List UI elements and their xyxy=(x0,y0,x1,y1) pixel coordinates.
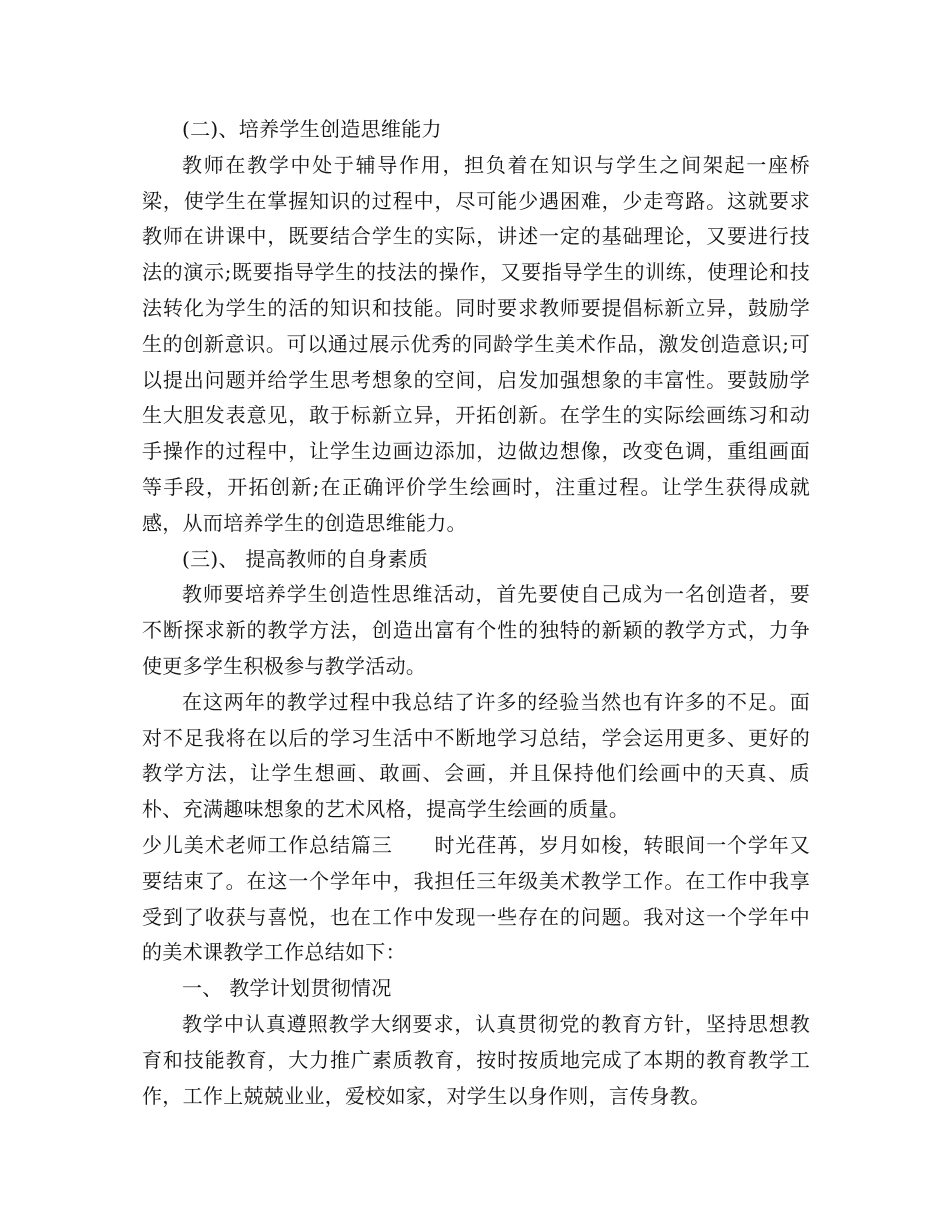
paragraph-part-three-intro: 少儿美术老师工作总结篇三 时光荏苒，岁月如梭，转眼间一个学年又要结束了。在这一个学年中，我担任三年级美术教学工作。在工作中我享受到了收获与喜悦，也在工作中发现一些存在的问题。我对这一个学年中的美术课教学工作总结如下： xyxy=(142,832,810,965)
paragraph-summary: 在这两年的教学过程中我总结了许多的经验当然也有许多的不足。面对不足我将在以后的学习生活中不断地学习总结，学会运用更多、更好的教学方法，让学生想画、敢画、会画，并且保持他们绘画中的天真、质朴、充满趣味想象的艺术风格，提高学生绘画的质量。 xyxy=(142,689,810,822)
paragraph-teacher-quality: 教师要培养学生创造性思维活动，首先要使自己成为一名创造者，要不断探求新的教学方法，创造出富有个性的独特的新颖的教学方式，力争使更多学生积极参与教学活动。 xyxy=(142,582,810,678)
section-heading-2: (二)、培养学生创造思维能力 xyxy=(182,117,442,141)
paragraph-plan: 教学中认真遵照教学大纲要求，认真贯彻党的教育方针，坚持思想教育和技能教育，大力推广素质教育，按时按质地完成了本期的教育教学工作，工作上兢兢业业，爱校如家，对学生以身作则，言传身教。 xyxy=(142,1011,810,1108)
section-heading-3: (三)、 提高教师的自身素质 xyxy=(182,546,429,571)
section-heading-plan: 一、 教学计划贯彻情况 xyxy=(182,976,392,1001)
paragraph-creative-thinking: 教师在教学中处于辅导作用，担负着在知识与学生之间架起一座桥梁，使学生在掌握知识的过程中，尽可能少遇困难，少走弯路。这就要求教师在讲课中，既要结合学生的实际，讲述一定的基础理论，又要进行技法的演示;既要指导学生的技法的操作，又要指导学生的训练，使理论和技法转化为学生的活的知识和技能。同时要求教师要提倡标新立异，鼓励学生的创新意识。可以通过展示优秀的同龄学生美术作品，激发创造意识;可以提出问题并给学生思考想象的空间，启发加强想象的丰富性。要鼓励学生大胆发表意见，敢于标新立异，开拓创新。在学生的实际绘画练习和动手操作的过程中，让学生边画边添加，边做边想像，改变色调，重组画面等手段，开拓创新;在正确评价学生绘画时，注重过程。让学生获得成就感，从而培养学生的创造思维能力。 xyxy=(142,152,810,535)
document-body xyxy=(142,112,810,1114)
